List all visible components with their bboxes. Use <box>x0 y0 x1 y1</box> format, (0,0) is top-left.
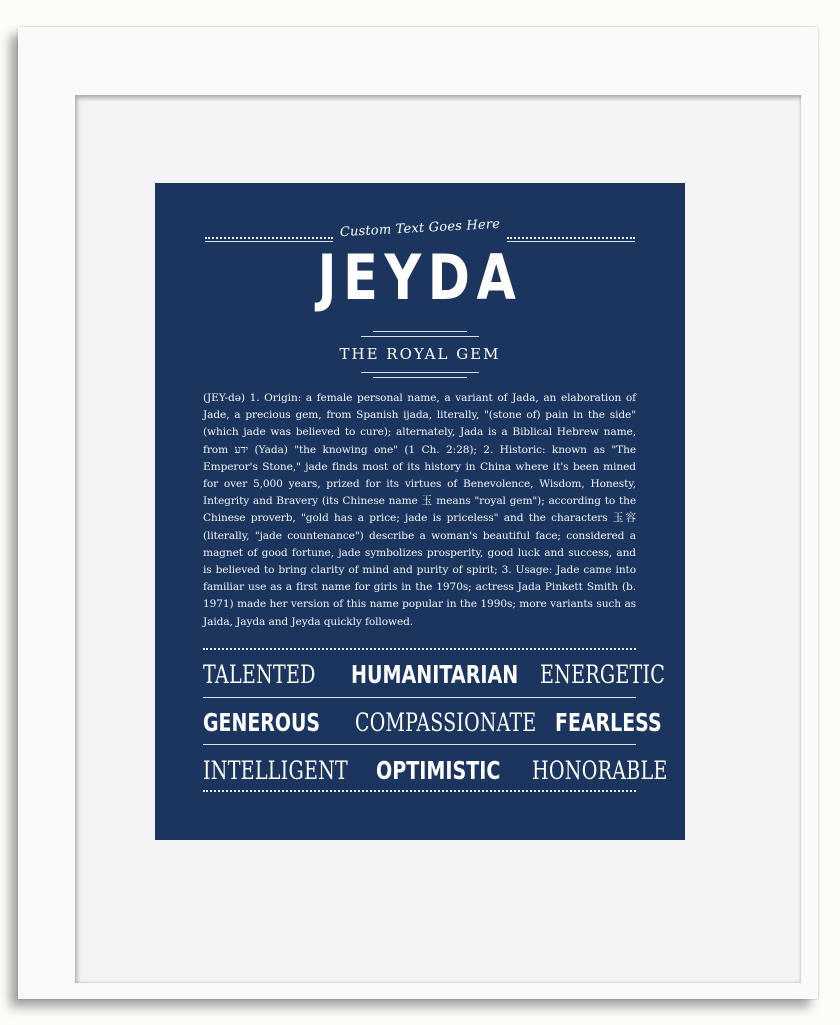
divider-top-2 <box>361 336 479 337</box>
name-meaning-print <box>155 183 685 840</box>
trait-word: ENERGETIC <box>540 660 666 689</box>
trait-row <box>203 754 669 788</box>
trait-word: GENEROUS <box>203 708 321 737</box>
name-definition: (JEY-də) 1. Origin: a female personal name, a variant of Jada, an elaboration of Jade, a precious gem, from Spanish ijada, literally, "(stone of) pain in the side" (which jade was believed to cure); alternately, Jada is a Biblical Hebrew name, from ידע (Yada) "the knowing one" (1 Ch. 2:28); 2. Historic: known as "The Emperor's Stone," jade finds most of its history in China where it's been mined for over 5,000 years, prized for its virtues of Benevolence, Wisdom, Honesty, Integrity and Bravery (its Chinese name 玉 means "royal gem"); according to the Chinese proverb, "gold has a price; jade is priceless" and the characters 玉容 (literally, "jade countenance") describe a woman's beautiful face; considered a magnet of good fortune, jade symbolizes prosperity, good luck and success, and is believed to bring clarity of mind and purity of spirit; 3. Usage: Jade came into familiar use as a first name for girls in the 1970s; actress Jada Pinkett Smith (b. 1971) made her version of this name popular in the 1990s; more variants such as Jaida, Jayda and Jeyda quickly followed. <box>203 392 637 628</box>
custom-text: Custom Text Goes Here <box>339 216 501 241</box>
trait-word: COMPASSIONATE <box>354 708 537 737</box>
trait-divider <box>203 697 636 698</box>
trait-divider <box>203 744 636 745</box>
dotted-rule-right <box>507 237 635 239</box>
trait-word: HUMANITARIAN <box>350 660 519 689</box>
trait-word: FEARLESS <box>555 708 662 737</box>
trait-word: OPTIMISTIC <box>375 756 500 785</box>
dotted-rule-traits-top <box>203 648 636 650</box>
trait-word: TALENTED <box>203 660 316 689</box>
dotted-rule-traits-bottom <box>203 790 636 792</box>
divider-bottom-2 <box>373 377 467 378</box>
divider-bottom-1 <box>361 372 479 373</box>
divider-top-1 <box>373 331 467 332</box>
trait-row <box>203 706 662 740</box>
trait-word: INTELLIGENT <box>203 756 349 785</box>
rule-right <box>507 241 635 242</box>
trait-row <box>203 658 666 692</box>
name-meaning: THE ROYAL GEM <box>339 345 501 363</box>
name-title: JEYDA <box>317 241 523 314</box>
trait-word: HONORABLE <box>532 756 669 785</box>
